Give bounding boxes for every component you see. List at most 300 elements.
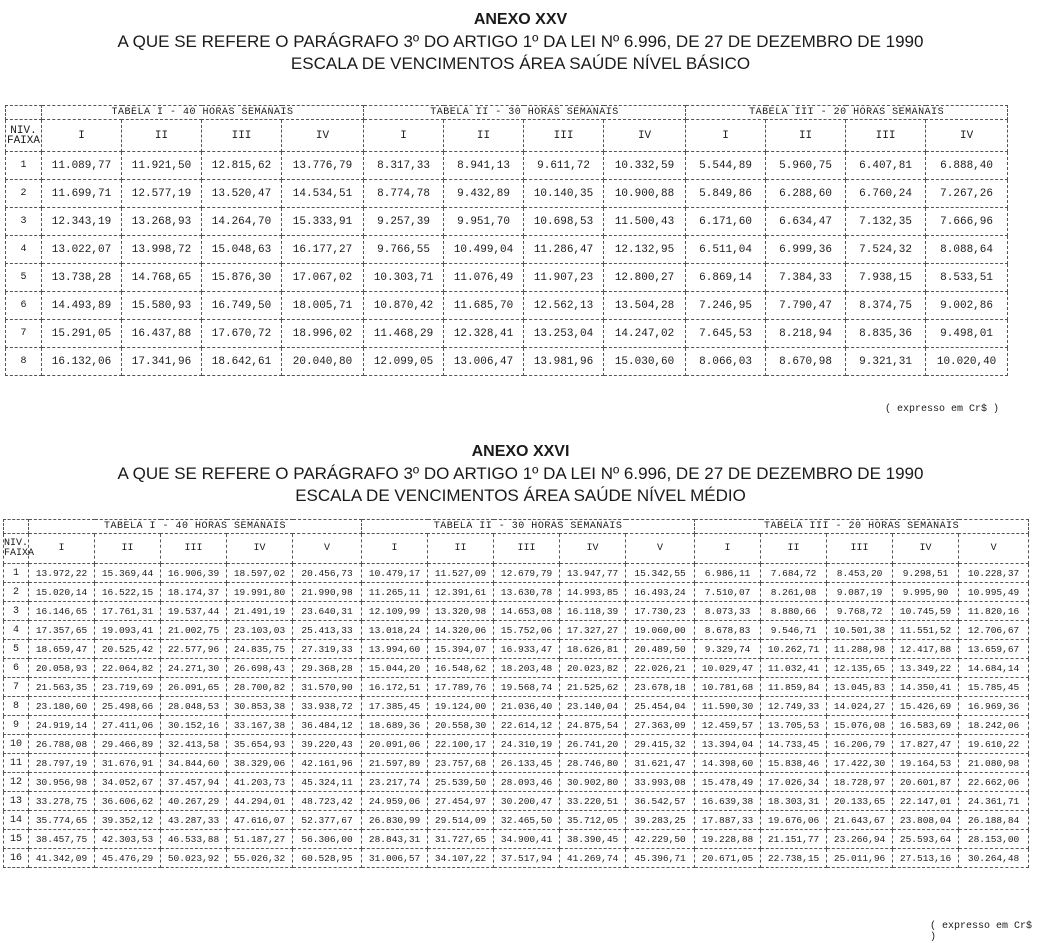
salary-value-cell: 19.676,06 [761,811,827,830]
salary-value-cell: 12.562,13 [524,292,604,320]
salary-value-cell: 25.011,96 [827,849,893,868]
tabela-iii-header: TABELA III - 20 HORAS SEMANAIS [695,520,1029,534]
salary-value-cell: 8.835,36 [846,320,926,348]
class-header: II [766,120,846,152]
salary-value-cell: 17.327,27 [560,621,626,640]
table-row [4,602,1029,621]
table-row [4,792,1029,811]
salary-value-cell: 18.005,71 [282,292,364,320]
annex-title: ANEXO XXV [473,11,568,28]
salary-value-cell: 31.727,65 [428,830,494,849]
faixa-level-cell: 1 [4,564,29,583]
salary-value-cell: 12.109,99 [362,602,428,621]
salary-value-cell: 18.597,02 [227,564,293,583]
salary-value-cell: 10.479,17 [362,564,428,583]
table-row [4,830,1029,849]
salary-value-cell: 9.611,72 [524,152,604,180]
table-row [4,583,1029,602]
salary-value-cell: 27.363,09 [626,716,695,735]
salary-value-cell: 7.524,32 [846,236,926,264]
niv-faixa-header: NIV. FAIXA [6,120,42,152]
salary-value-cell: 16.639,38 [695,792,761,811]
salary-value-cell: 45.324,11 [293,773,362,792]
salary-value-cell: 47.616,07 [227,811,293,830]
salary-value-cell: 17.789,76 [428,678,494,697]
salary-value-cell: 24.361,71 [959,792,1029,811]
salary-value-cell: 7.384,33 [766,264,846,292]
table-row [4,849,1029,868]
salary-value-cell: 11.859,84 [761,678,827,697]
salary-value-cell: 23.266,94 [827,830,893,849]
salary-value-cell: 27.513,16 [893,849,959,868]
salary-value-cell: 6.634,47 [766,208,846,236]
salary-value-cell: 12.706,67 [959,621,1029,640]
tabela-ii-header: TABELA II - 30 HORAS SEMANAIS [362,520,695,534]
table-row [4,735,1029,754]
faixa-level-cell: 6 [4,659,29,678]
salary-value-cell: 12.391,61 [428,583,494,602]
salary-value-cell: 22.577,96 [161,640,227,659]
faixa-level-cell: 9 [4,716,29,735]
salary-value-cell: 8.670,98 [766,348,846,376]
salary-value-cell: 30.152,16 [161,716,227,735]
salary-value-cell: 35.712,05 [560,811,626,830]
salary-table-nivel-basico [5,105,1008,376]
table-row [6,292,1008,320]
salary-value-cell: 28.153,00 [959,830,1029,849]
faixa-level-cell: 6 [6,292,42,320]
faixa-level-cell: 2 [4,583,29,602]
salary-value-cell: 22.147,01 [893,792,959,811]
salary-value-cell: 19.228,88 [695,830,761,849]
table-row [4,678,1029,697]
salary-value-cell: 21.002,75 [161,621,227,640]
salary-value-cell: 18.203,48 [494,659,560,678]
salary-value-cell: 16.933,47 [494,640,560,659]
salary-value-cell: 22.614,12 [494,716,560,735]
class-header: II [761,534,827,564]
salary-value-cell: 8.533,51 [926,264,1008,292]
salary-value-cell: 29.514,09 [428,811,494,830]
salary-value-cell: 16.118,39 [560,602,626,621]
salary-value-cell: 19.093,41 [95,621,161,640]
table-class-header-row [4,534,1029,564]
salary-value-cell: 21.990,98 [293,583,362,602]
table-row [4,754,1029,773]
salary-value-cell: 16.548,62 [428,659,494,678]
salary-value-cell: 21.151,77 [761,830,827,849]
salary-value-cell: 16.522,15 [95,583,161,602]
table-row [4,640,1029,659]
table-body [4,564,1029,868]
salary-value-cell: 16.749,50 [202,292,282,320]
salary-value-cell: 11.468,29 [364,320,444,348]
class-header: V [626,534,695,564]
salary-value-cell: 24.271,30 [161,659,227,678]
salary-value-cell: 18.303,31 [761,792,827,811]
class-header: I [362,534,428,564]
salary-value-cell: 23.719,69 [95,678,161,697]
salary-value-cell: 13.006,47 [444,348,524,376]
annex-subtitle: A QUE SE REFERE O PARÁGRAFO 3º DO ARTIGO 1º DA LEI Nº 6.996, DE 27 DE DEZEMBRO DE 1990 [117,464,924,483]
salary-value-cell: 11.286,47 [524,236,604,264]
salary-value-cell: 17.827,47 [893,735,959,754]
salary-value-cell: 15.020,14 [29,583,95,602]
salary-value-cell: 14.534,51 [282,180,364,208]
salary-value-cell: 34.107,22 [428,849,494,868]
salary-value-cell: 12.749,33 [761,697,827,716]
salary-value-cell: 28.048,53 [161,697,227,716]
salary-value-cell: 14.350,41 [893,678,959,697]
faixa-level-cell: 15 [4,830,29,849]
salary-value-cell: 17.887,33 [695,811,761,830]
salary-value-cell: 33.278,75 [29,792,95,811]
salary-value-cell: 13.947,77 [560,564,626,583]
salary-value-cell: 12.135,65 [827,659,893,678]
salary-value-cell: 41.203,73 [227,773,293,792]
salary-value-cell: 25.498,66 [95,697,161,716]
salary-value-cell: 9.498,01 [926,320,1008,348]
class-header: I [695,534,761,564]
salary-value-cell: 16.177,27 [282,236,364,264]
salary-value-cell: 10.900,88 [604,180,686,208]
salary-value-cell: 18.689,36 [362,716,428,735]
salary-value-cell: 6.511,04 [686,236,766,264]
salary-value-cell: 29.466,89 [95,735,161,754]
table-row [4,716,1029,735]
salary-value-cell: 11.699,71 [42,180,122,208]
salary-value-cell: 11.076,49 [444,264,524,292]
salary-value-cell: 15.580,93 [122,292,202,320]
salary-value-cell: 25.413,33 [293,621,362,640]
salary-value-cell: 7.132,35 [846,208,926,236]
salary-value-cell: 21.643,67 [827,811,893,830]
salary-value-cell: 15.369,44 [95,564,161,583]
class-header: III [827,534,893,564]
salary-table-nivel-medio [3,519,1029,868]
salary-value-cell: 16.172,51 [362,678,428,697]
salary-value-cell: 34.052,67 [95,773,161,792]
salary-value-cell: 6.288,60 [766,180,846,208]
salary-value-cell: 19.124,00 [428,697,494,716]
tabela-iii-header: TABELA III - 20 HORAS SEMANAIS [686,106,1008,120]
salary-value-cell: 9.329,74 [695,640,761,659]
corner-cell [4,520,29,534]
currency-note: ( expresso em Cr$ ) [885,404,1000,415]
salary-value-cell: 10.501,38 [827,621,893,640]
class-header: IV [560,534,626,564]
salary-value-cell: 13.253,04 [524,320,604,348]
salary-value-cell: 10.499,04 [444,236,524,264]
salary-value-cell: 20.040,80 [282,348,364,376]
salary-value-cell: 11.551,52 [893,621,959,640]
salary-value-cell: 13.045,83 [827,678,893,697]
salary-value-cell: 17.730,23 [626,602,695,621]
salary-value-cell: 19.537,44 [161,602,227,621]
salary-value-cell: 11.590,30 [695,697,761,716]
salary-value-cell: 23.808,04 [893,811,959,830]
salary-value-cell: 24.875,54 [560,716,626,735]
salary-value-cell: 28.700,82 [227,678,293,697]
salary-value-cell: 11.907,23 [524,264,604,292]
salary-value-cell: 14.493,89 [42,292,122,320]
salary-value-cell: 30.902,80 [560,773,626,792]
table-row [4,811,1029,830]
salary-value-cell: 9.995,90 [893,583,959,602]
tabela-i-header: TABELA I - 40 HORAS SEMANAIS [42,106,364,120]
salary-value-cell: 16.146,65 [29,602,95,621]
salary-value-cell: 41.269,74 [560,849,626,868]
salary-value-cell: 5.849,86 [686,180,766,208]
salary-value-cell: 26.091,65 [161,678,227,697]
salary-value-cell: 24.919,14 [29,716,95,735]
salary-value-cell: 23.678,18 [626,678,695,697]
class-header: I [686,120,766,152]
salary-value-cell: 16.206,79 [827,735,893,754]
class-header: IV [893,534,959,564]
salary-value-cell: 20.671,05 [695,849,761,868]
salary-value-cell: 27.411,06 [95,716,161,735]
salary-value-cell: 20.133,65 [827,792,893,811]
salary-value-cell: 13.394,04 [695,735,761,754]
salary-value-cell: 16.132,06 [42,348,122,376]
salary-value-cell: 15.785,45 [959,678,1029,697]
salary-value-cell: 40.267,29 [161,792,227,811]
salary-value-cell: 11.921,50 [122,152,202,180]
salary-value-cell: 26.788,08 [29,735,95,754]
salary-value-cell: 20.489,50 [626,640,695,659]
class-header: II [444,120,524,152]
salary-value-cell: 18.242,06 [959,716,1029,735]
salary-value-cell: 9.002,86 [926,292,1008,320]
salary-value-cell: 41.342,09 [29,849,95,868]
salary-value-cell: 19.610,22 [959,735,1029,754]
annex-title: ANEXO XXVI [471,443,570,460]
salary-value-cell: 18.728,97 [827,773,893,792]
salary-value-cell: 27.454,97 [428,792,494,811]
salary-value-cell: 6.888,40 [926,152,1008,180]
salary-value-cell: 8.088,64 [926,236,1008,264]
table-body [6,152,1008,376]
salary-value-cell: 26.830,99 [362,811,428,830]
salary-value-cell: 14.247,02 [604,320,686,348]
class-header: V [959,534,1029,564]
table-row [6,348,1008,376]
salary-value-cell: 15.394,07 [428,640,494,659]
salary-value-cell: 8.880,66 [761,602,827,621]
salary-value-cell: 7.645,53 [686,320,766,348]
salary-value-cell: 45.476,29 [95,849,161,868]
salary-value-cell: 14.024,27 [827,697,893,716]
salary-value-cell: 16.906,39 [161,564,227,583]
salary-value-cell: 6.986,11 [695,564,761,583]
salary-value-cell: 13.018,24 [362,621,428,640]
class-header: II [428,534,494,564]
faixa-level-cell: 16 [4,849,29,868]
salary-value-cell: 34.900,41 [494,830,560,849]
salary-value-cell: 42.161,96 [293,754,362,773]
class-header: III [494,534,560,564]
faixa-level-cell: 12 [4,773,29,792]
salary-value-cell: 8.066,03 [686,348,766,376]
salary-value-cell: 33.993,08 [626,773,695,792]
salary-value-cell: 24.959,06 [362,792,428,811]
salary-value-cell: 10.781,68 [695,678,761,697]
salary-value-cell: 6.171,60 [686,208,766,236]
salary-value-cell: 10.029,47 [695,659,761,678]
salary-value-cell: 31.006,57 [362,849,428,868]
salary-value-cell: 11.527,09 [428,564,494,583]
salary-value-cell: 6.869,14 [686,264,766,292]
salary-value-cell: 21.525,62 [560,678,626,697]
table-row [6,320,1008,348]
salary-value-cell: 21.491,19 [227,602,293,621]
salary-value-cell: 44.294,01 [227,792,293,811]
class-header: IV [282,120,364,152]
faixa-level-cell: 2 [6,180,42,208]
salary-value-cell: 15.333,91 [282,208,364,236]
salary-value-cell: 10.020,40 [926,348,1008,376]
salary-value-cell: 11.500,43 [604,208,686,236]
salary-value-cell: 9.321,31 [846,348,926,376]
salary-value-cell: 7.790,47 [766,292,846,320]
salary-value-cell: 13.776,79 [282,152,364,180]
table-row [6,236,1008,264]
salary-value-cell: 60.528,95 [293,849,362,868]
salary-value-cell: 13.630,78 [494,583,560,602]
salary-value-cell: 20.091,06 [362,735,428,754]
salary-value-cell: 22.026,21 [626,659,695,678]
annex-scale-title: ESCALA DE VENCIMENTOS ÁREA SAÚDE NÍVEL BÁSICO [290,54,751,73]
salary-value-cell: 10.870,42 [364,292,444,320]
table-row [4,773,1029,792]
salary-value-cell: 26.188,84 [959,811,1029,830]
salary-value-cell: 16.437,88 [122,320,202,348]
class-header: IV [604,120,686,152]
salary-value-cell: 21.597,89 [362,754,428,773]
salary-value-cell: 9.432,89 [444,180,524,208]
salary-value-cell: 39.220,43 [293,735,362,754]
salary-value-cell: 8.073,33 [695,602,761,621]
faixa-level-cell: 3 [4,602,29,621]
salary-value-cell: 35.654,93 [227,735,293,754]
table-row [4,659,1029,678]
salary-value-cell: 30.264,48 [959,849,1029,868]
salary-value-cell: 8.453,20 [827,564,893,583]
salary-value-cell: 10.228,37 [959,564,1029,583]
salary-value-cell: 15.838,46 [761,754,827,773]
salary-value-cell: 12.417,88 [893,640,959,659]
salary-value-cell: 29.368,28 [293,659,362,678]
faixa-level-cell: 8 [4,697,29,716]
salary-value-cell: 26.698,43 [227,659,293,678]
salary-value-cell: 20.558,30 [428,716,494,735]
salary-value-cell: 38.457,75 [29,830,95,849]
salary-value-cell: 45.396,71 [626,849,695,868]
tabela-ii-header: TABELA II - 30 HORAS SEMANAIS [364,106,686,120]
salary-value-cell: 12.815,62 [202,152,282,180]
salary-value-cell: 9.087,19 [827,583,893,602]
salary-value-cell: 15.426,69 [893,697,959,716]
class-header: III [161,534,227,564]
salary-value-cell: 13.981,96 [524,348,604,376]
salary-value-cell: 29.415,32 [626,735,695,754]
class-header: I [29,534,95,564]
salary-value-cell: 10.262,71 [761,640,827,659]
salary-value-cell: 23.103,03 [227,621,293,640]
table-row [6,208,1008,236]
salary-value-cell: 7.246,95 [686,292,766,320]
salary-value-cell: 12.132,95 [604,236,686,264]
salary-value-cell: 27.319,33 [293,640,362,659]
class-header: I [42,120,122,152]
salary-value-cell: 14.320,06 [428,621,494,640]
salary-value-cell: 32.413,58 [161,735,227,754]
salary-value-cell: 17.357,65 [29,621,95,640]
salary-value-cell: 10.303,71 [364,264,444,292]
salary-value-cell: 13.349,22 [893,659,959,678]
salary-value-cell: 33.220,51 [560,792,626,811]
salary-value-cell: 12.459,57 [695,716,761,735]
salary-value-cell: 13.520,47 [202,180,282,208]
salary-value-cell: 7.666,96 [926,208,1008,236]
salary-value-cell: 23.140,04 [560,697,626,716]
class-header: IV [926,120,1008,152]
salary-value-cell: 16.583,69 [893,716,959,735]
salary-value-cell: 8.261,08 [761,583,827,602]
salary-value-cell: 11.032,41 [761,659,827,678]
salary-value-cell: 14.993,85 [560,583,626,602]
salary-value-cell: 11.288,98 [827,640,893,659]
salary-value-cell: 13.659,67 [959,640,1029,659]
salary-value-cell: 37.517,94 [494,849,560,868]
corner-cell [6,106,42,120]
salary-value-cell: 38.329,06 [227,754,293,773]
salary-value-cell: 22.100,17 [428,735,494,754]
salary-value-cell: 15.044,20 [362,659,428,678]
salary-value-cell: 6.407,81 [846,152,926,180]
salary-value-cell: 12.343,19 [42,208,122,236]
faixa-level-cell: 11 [4,754,29,773]
salary-value-cell: 19.568,74 [494,678,560,697]
salary-value-cell: 31.676,91 [95,754,161,773]
class-header: IV [227,534,293,564]
salary-value-cell: 7.938,15 [846,264,926,292]
faixa-level-cell: 3 [6,208,42,236]
salary-value-cell: 15.291,05 [42,320,122,348]
niv-faixa-header: NIV. FAIXA [4,534,29,564]
salary-value-cell: 32.465,50 [494,811,560,830]
table-row [4,564,1029,583]
annex-subtitle: A QUE SE REFERE O PARÁGRAFO 3º DO ARTIGO 1º DA LEI Nº 6.996, DE 27 DE DEZEMBRO DE 1990 [117,32,924,51]
salary-value-cell: 15.076,08 [827,716,893,735]
salary-value-cell: 7.267,26 [926,180,1008,208]
salary-value-cell: 5.960,75 [766,152,846,180]
faixa-level-cell: 4 [4,621,29,640]
salary-value-cell: 14.733,45 [761,735,827,754]
salary-value-cell: 26.133,45 [494,754,560,773]
faixa-level-cell: 13 [4,792,29,811]
salary-value-cell: 31.621,47 [626,754,695,773]
faixa-level-cell: 14 [4,811,29,830]
salary-value-cell: 18.174,37 [161,583,227,602]
salary-value-cell: 56.306,00 [293,830,362,849]
salary-value-cell: 8.317,33 [364,152,444,180]
class-header: III [524,120,604,152]
salary-value-cell: 20.601,87 [893,773,959,792]
salary-value-cell: 23.640,31 [293,602,362,621]
salary-value-cell: 46.533,88 [161,830,227,849]
